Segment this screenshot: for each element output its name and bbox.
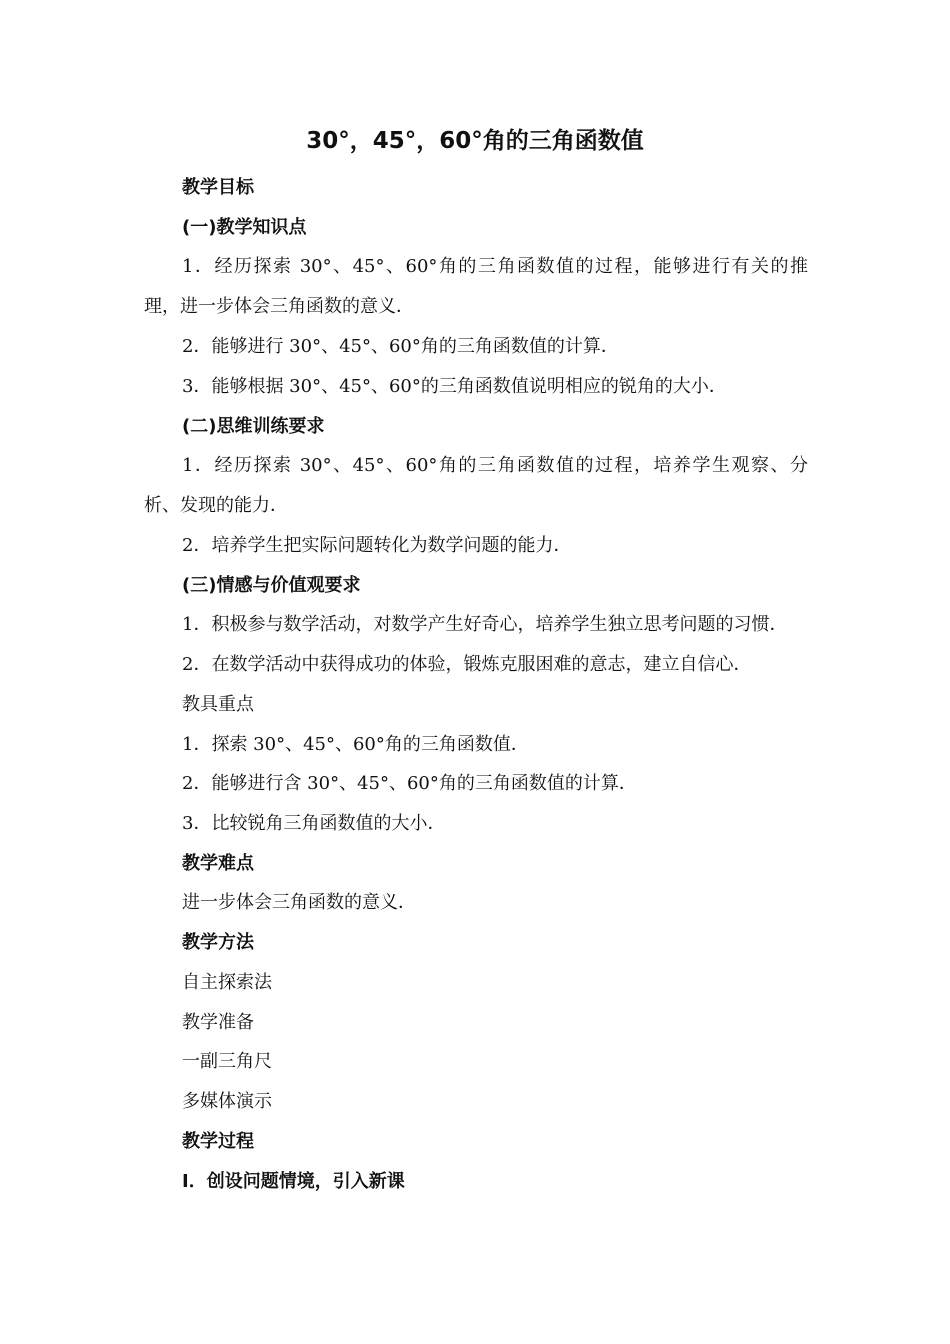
preparation-item-2: 多媒体演示: [182, 1091, 272, 1112]
process-step-1: Ⅰ．创设问题情境，引入新课: [182, 1171, 405, 1192]
subheading-knowledge-points: (一)教学知识点: [182, 217, 307, 238]
heading-key-points: 教具重点: [182, 694, 254, 715]
emotion-item-1: 1．积极参与数学活动，对数学产生好奇心，培养学生独立思考问题的习惯．: [182, 614, 788, 635]
heading-teaching-process: 教学过程: [182, 1131, 254, 1152]
heading-teaching-method: 教学方法: [182, 932, 254, 953]
key-point-3: 3．比较锐角三角函数值的大小．: [182, 813, 446, 834]
thinking-item-1-line-1: 1．经历探索 30°、45°、60°角的三角函数值的过程，培养学生观察、分: [182, 455, 808, 476]
heading-teaching-goals: 教学目标: [182, 177, 254, 198]
thinking-item-1-line-2: 析、发现的能力．: [144, 495, 288, 516]
key-point-2: 2．能够进行含 30°、45°、60°角的三角函数值的计算．: [182, 773, 637, 794]
subheading-emotion-values: (三)情感与价值观要求: [182, 575, 361, 596]
knowledge-item-3: 3．能够根据 30°、45°、60°的三角函数值说明相应的锐角的大小．: [182, 376, 727, 397]
emotion-item-2: 2．在数学活动中获得成功的体验，锻炼克服困难的意志，建立自信心．: [182, 654, 752, 675]
page-title: 30°，45°，60°角的三角函数值: [306, 128, 644, 154]
subheading-thinking-training: (二)思维训练要求: [182, 416, 325, 437]
knowledge-item-1-line-2: 理，进一步体会三角函数的意义．: [144, 296, 414, 317]
heading-difficult-points: 教学难点: [182, 853, 254, 874]
heading-teaching-preparation: 教学准备: [182, 1012, 254, 1033]
thinking-item-2: 2．培养学生把实际问题转化为数学问题的能力．: [182, 535, 572, 556]
knowledge-item-1-line-1: 1．经历探索 30°、45°、60°角的三角函数值的过程，能够进行有关的推: [182, 256, 808, 277]
preparation-item-1: 一副三角尺: [182, 1051, 272, 1072]
teaching-method-text: 自主探索法: [182, 972, 272, 993]
difficult-point-text: 进一步体会三角函数的意义．: [182, 892, 416, 913]
knowledge-item-2: 2．能够进行 30°、45°、60°角的三角函数值的计算．: [182, 336, 619, 357]
key-point-1: 1．探索 30°、45°、60°角的三角函数值．: [182, 734, 529, 755]
